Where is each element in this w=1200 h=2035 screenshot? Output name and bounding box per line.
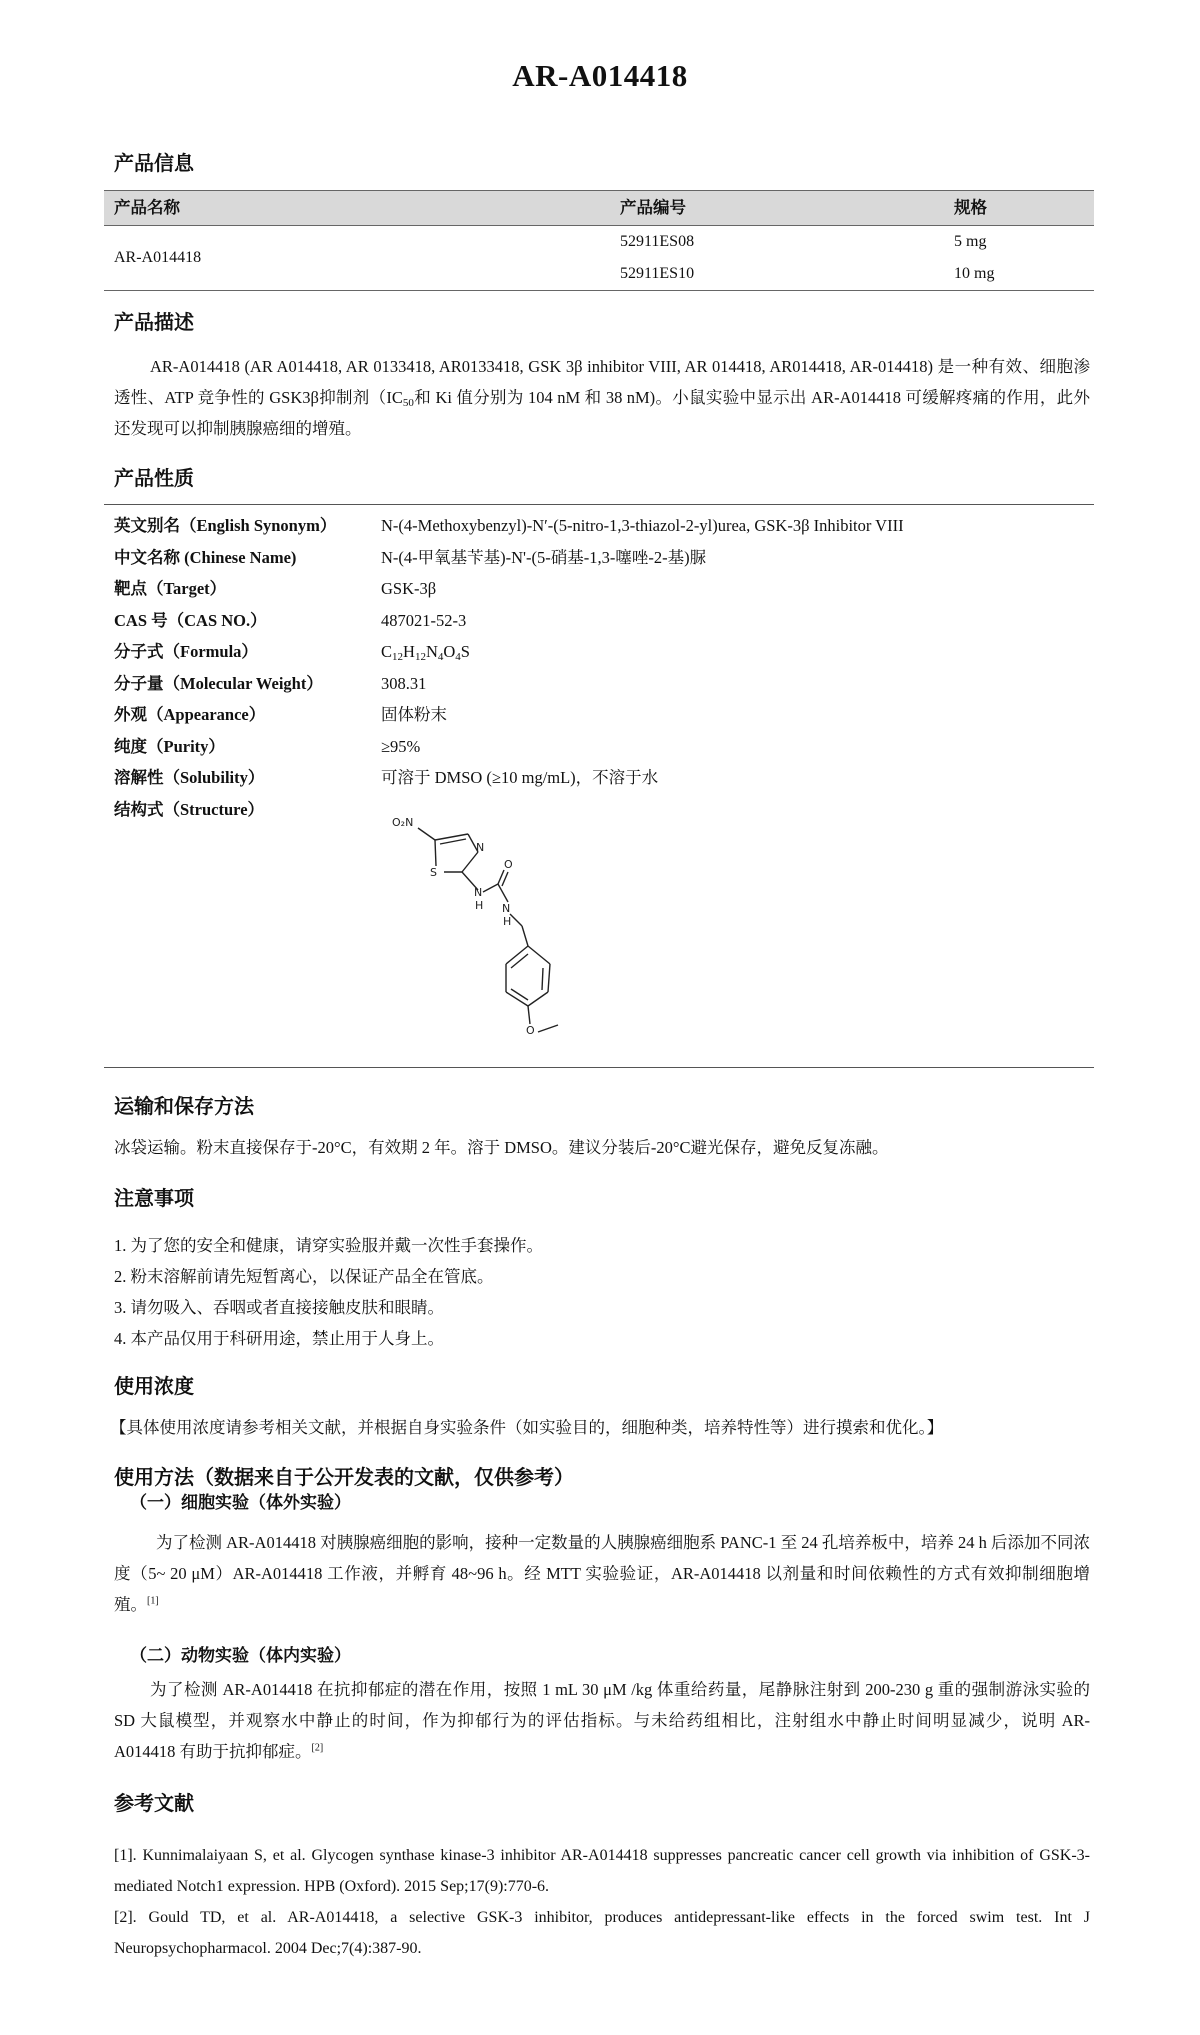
- notes-heading: 注意事项: [114, 1188, 194, 1210]
- list-item: 2. 粉末溶解前请先短暂离心，以保证产品全在管底。: [114, 1267, 494, 1286]
- property-key: 靶点（Target）: [114, 579, 227, 598]
- methoxy-oxygen-label: O: [526, 1024, 535, 1037]
- property-value: 487021-52-3: [381, 610, 467, 630]
- property-row: [114, 668, 1090, 700]
- cell-experiment-body: 为了检测 AR-A014418 对胰腺癌细胞的影响，接种一定数量的人胰腺癌细胞系 PANC-1 至 24 孔培养板中，培养 24 h 后添加不同浓度（5~ 20 μM）AR-A014418 工作液，并孵育 48~96 h。经 MTT 实验验证，AR-A014418 以剂量和时间依赖性的方式有效抑制细胞增殖。: [114, 1533, 1090, 1614]
- property-key: 英文别名（English Synonym）: [114, 516, 337, 535]
- cell-experiment-heading: （一）细胞实验（体外实验）: [130, 1493, 351, 1512]
- amide-hydrogen-label: H: [503, 915, 512, 928]
- property-value: ≥95%: [381, 736, 421, 756]
- property-key: 纯度（Purity）: [114, 736, 225, 756]
- property-row: [114, 542, 1090, 574]
- property-row: [114, 731, 1090, 763]
- notes-list: [114, 1230, 543, 1354]
- description-text-a: AR-A014418 (AR A014418, AR 0133418, AR0133418, GSK 3β inhibitor VIII, AR 014418, AR014418, AR-014418) 是一种有效、细胞渗透性、ATP 竞争性的 GSK3β抑制剂（IC: [114, 357, 1090, 407]
- amide-hydrogen-label: H: [475, 899, 484, 912]
- properties-top-rule: [104, 504, 1094, 505]
- property-key: 分子式（Formula）: [114, 642, 258, 661]
- property-row: [114, 605, 1090, 637]
- property-key: 溶解性（Solubility）: [114, 768, 265, 787]
- references-heading: 参考文献: [114, 1793, 194, 1815]
- property-row: [114, 636, 1090, 668]
- product-spec-cell: 10 mg: [954, 265, 995, 282]
- product-code-cell: 52911ES10: [620, 265, 695, 282]
- description-text-b: 和 Ki 值分别为 104 nM 和 38 nM)。小鼠实验中显示出 AR-A014418 可缓解疼痛的作用，此外还发现可以抑制胰腺癌细的增殖。: [114, 388, 1090, 438]
- product-info-table: [104, 190, 1094, 291]
- column-header-code: 产品编号: [620, 198, 686, 217]
- cell-experiment-text: [114, 1527, 1090, 1620]
- animal-experiment-text: [114, 1674, 1090, 1767]
- amide-nitrogen-label: N: [474, 886, 483, 899]
- properties-heading: 产品性质: [114, 468, 194, 490]
- references-list: [114, 1840, 1090, 1964]
- concentration-heading: 使用浓度: [114, 1376, 194, 1398]
- list-item: 3. 请勿吸入、吞咽或者直接接触皮肤和眼睛。: [114, 1298, 444, 1317]
- citation-1: [1]: [147, 1595, 159, 1607]
- ring-nitrogen-label: N: [476, 841, 485, 854]
- property-value: 可溶于 DMSO (≥10 mg/mL)，不溶于水: [381, 768, 659, 787]
- chemical-structure-image: [380, 810, 600, 1070]
- page-title: AR-A014418: [512, 58, 688, 93]
- animal-experiment-body: 为了检测 AR-A014418 在抗抑郁症的潜在作用，按照 1 mL 30 μM /kg 体重给药量，尾静脉注射到 200-230 g 重的强制游泳实验的 SD 大鼠模型，并观察水中静止的时间，作为抑郁行为的评估指标。与未给药组相比，注射组水中静止时间明显减少，说明 AR-A014418 有助于抗抑郁症。: [114, 1680, 1090, 1761]
- property-key: 外观（Appearance）: [114, 705, 266, 724]
- storage-text: 冰袋运输。粉末直接保存于-20°C，有效期 2 年。溶于 DMSO。建议分装后-20°C避光保存，避免反复冻融。: [114, 1138, 889, 1157]
- property-row: [114, 573, 1090, 605]
- animal-experiment-heading: （二）动物实验（体内实验）: [130, 1646, 351, 1665]
- property-row: [114, 794, 1090, 826]
- list-item: 4. 本产品仅用于科研用途，禁止用于人身上。: [114, 1329, 444, 1348]
- table-header: [104, 190, 1094, 226]
- property-value: 308.31: [381, 673, 427, 693]
- reference-item: [1]. Kunnimalaiyaan S, et al. Glycogen synthase kinase-3 inhibitor AR-A014418 suppresses pancreatic cancer cell growth via inhibition of GSK-3-mediated Notch1 expression. HPB (Oxford). 2015 Sep;17(9):770-6.: [114, 1847, 1090, 1895]
- property-key: 中文名称 (Chinese Name): [114, 547, 297, 567]
- property-value: N-(4-Methoxybenzyl)-N′-(5-nitro-1,3-thiazol-2-yl)urea, GSK-3β Inhibitor VIII: [381, 516, 904, 535]
- property-row: [114, 699, 1090, 731]
- list-item: 1. 为了您的安全和健康，请穿实验服并戴一次性手套操作。: [114, 1236, 543, 1255]
- table-body: [104, 226, 1094, 291]
- storage-heading: 运输和保存方法: [114, 1096, 254, 1118]
- property-key: 分子量（Molecular Weight）: [114, 673, 323, 693]
- description-text: [114, 351, 1090, 444]
- nitro-label: O₂N: [392, 816, 414, 829]
- formula-value: $C_{12}H_{12}N_4O_4S$: [381, 642, 470, 663]
- product-spec-cell: 5 mg: [954, 233, 987, 250]
- column-header-name: 产品名称: [114, 198, 180, 217]
- property-row: [114, 762, 1090, 794]
- property-key: CAS 号（CAS NO.）: [114, 610, 267, 630]
- properties-list: [114, 510, 1090, 825]
- properties-bottom-rule: [104, 1067, 1094, 1068]
- property-key: 结构式（Structure）: [114, 799, 265, 819]
- ic50-subscript: 50: [402, 397, 414, 409]
- concentration-text: 【具体使用浓度请参考相关文献，并根据自身实验条件（如实验目的，细胞种类，培养特性等）进行摸索和优化。】: [110, 1418, 944, 1437]
- property-value: N-(4-甲氧基苄基)-N'-(5-硝基-1,3-噻唑-2-基)脲: [381, 547, 707, 567]
- description-heading: 产品描述: [114, 312, 194, 334]
- amide-nitrogen-label: N: [502, 902, 511, 915]
- product-name-cell: AR-A014418: [114, 249, 202, 266]
- sulfur-label: S: [430, 866, 437, 879]
- property-row: [114, 510, 1090, 542]
- product-code-cell: 52911ES08: [620, 233, 695, 250]
- carbonyl-oxygen-label: O: [504, 858, 513, 871]
- citation-2: [2]: [311, 1742, 324, 1754]
- property-value: GSK-3β: [381, 579, 437, 598]
- usage-heading: 使用方法（数据来自于公开发表的文献，仅供参考）: [114, 1467, 574, 1489]
- property-value: 固体粉末: [381, 705, 447, 724]
- reference-item: [2]. Gould TD, et al. AR-A014418, a selective GSK-3 inhibitor, produces antidepressant-like effects in the forced swim test. Int J Neuropsychopharmacol. 2004 Dec;7(4):387-90.: [114, 1909, 1090, 1957]
- column-header-spec: 规格: [954, 198, 987, 217]
- product-info-heading: 产品信息: [114, 153, 194, 175]
